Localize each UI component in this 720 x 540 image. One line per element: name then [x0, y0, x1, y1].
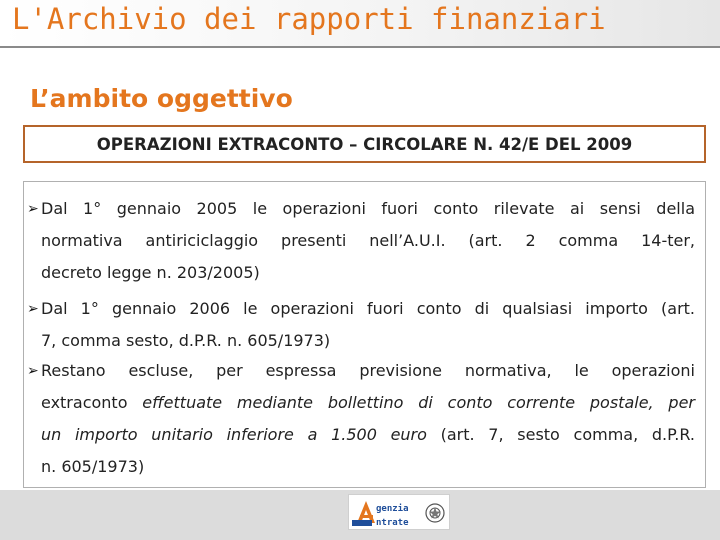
bullet-line: [27, 419, 695, 451]
section-heading: L’ambito oggettivo: [30, 84, 293, 113]
page-title: L'Archivio dei rapporti finanziari: [12, 2, 606, 36]
bullet-item-3: [27, 355, 695, 483]
arrow-bullet-icon: ➢: [27, 201, 39, 217]
bullet-item-2: [27, 293, 695, 357]
bullet-line: 7, comma sesto, d.P.R. n. 605/1973): [41, 331, 331, 350]
bullet-item-1: [27, 193, 695, 289]
circular-banner: [23, 125, 706, 163]
banner-text: OPERAZIONI EXTRACONTO – CIRCOLARE N. 42/E DEL 2009: [96, 134, 633, 154]
bullet-text: extraconto: [41, 393, 143, 412]
bullet-line: n. 605/1973): [41, 457, 145, 476]
bullet-line: [27, 387, 695, 419]
bullet-text-italic: un importo unitario inferiore a 1.500 euro: [41, 425, 427, 444]
logo-text-top: genzia: [376, 504, 409, 514]
bullet-line: Dal 1° gennaio 2006 le operazioni fuori conto di qualsiasi importo (art.: [41, 299, 695, 318]
agenzia-entrate-logo: [348, 494, 450, 530]
title-divider: [0, 46, 720, 48]
logo-text-bottom: ntrate: [376, 518, 409, 528]
bullet-text: (art. 7, sesto comma, d.P.R.: [426, 425, 695, 444]
bullet-line: Dal 1° gennaio 2005 le operazioni fuori conto rilevate ai sensi della: [41, 199, 695, 218]
arrow-bullet-icon: ➢: [27, 363, 39, 379]
bullet-text-italic: effettuate mediante bollettino di conto corrente postale, per: [142, 393, 695, 412]
bullet-line: Restano escluse, per espressa previsione normativa, le operazioni: [41, 361, 695, 380]
bullet-line: decreto legge n. 203/2005): [41, 263, 260, 282]
bullet-line: normativa antiriciclaggio presenti nell’A.U.I. (art. 2 comma 14-ter,: [41, 231, 695, 250]
arrow-bullet-icon: ➢: [27, 301, 39, 317]
